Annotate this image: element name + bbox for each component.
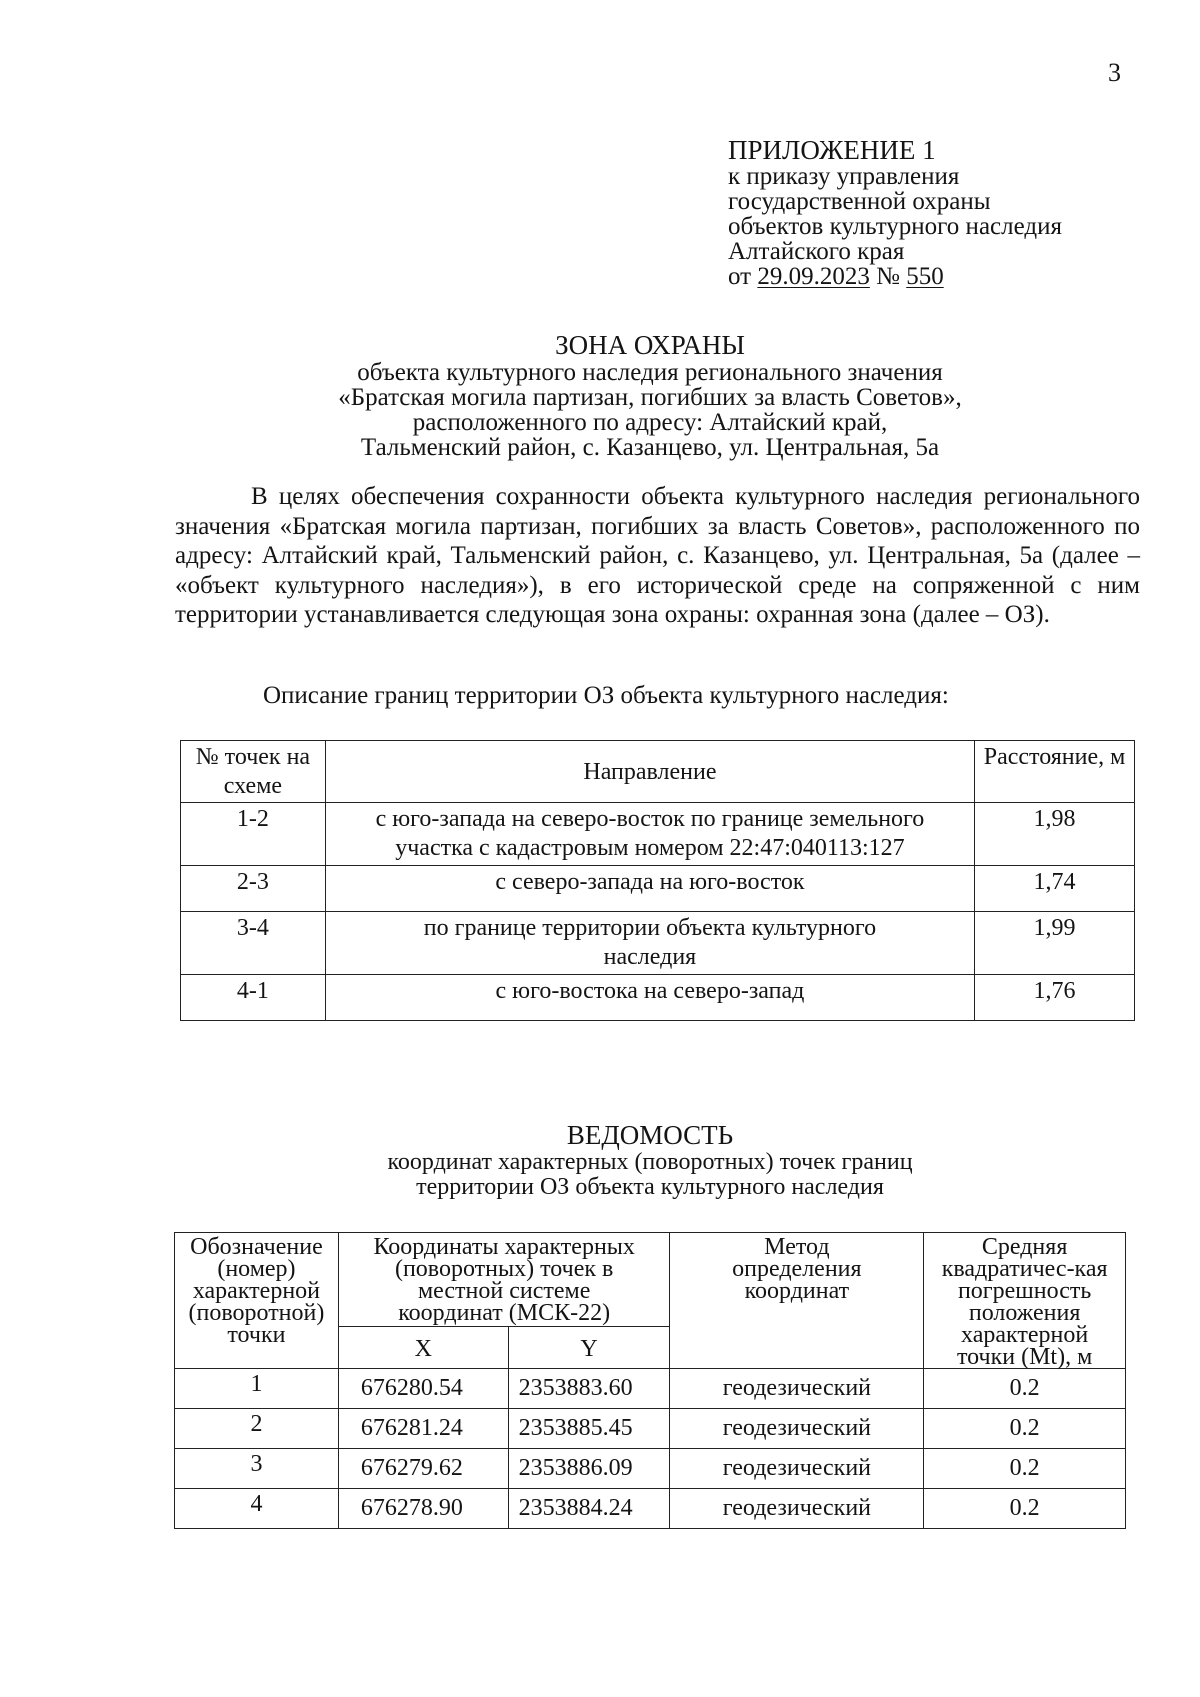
table-header-row <box>175 1233 1126 1327</box>
header-direction: Направление <box>325 741 974 803</box>
body-paragraph: В целях обеспечения сохранности объекта культурного наследия регионального значения «Братская могила партизан, погибших за власть Советов», расположенного по адресу: Алтайский край, Тальменский район, с. Казанцево, ул. Центральная, 5а (далее – «объект культурного наследия»), в его исторической среде на сопряженной с ним территории устанавливается следующая зона охраны: охранная зона (далее – ОЗ). <box>175 483 1140 628</box>
cell-distance: 1,98 <box>975 803 1135 866</box>
statement-title-line: координат характерных (поворотных) точек границ <box>387 1149 913 1175</box>
cell-points: 1-2 <box>181 803 326 866</box>
header-y: Y <box>508 1327 670 1369</box>
cell-method: геодезический <box>670 1369 924 1409</box>
cell-point: 3 <box>175 1449 339 1489</box>
cell-x: 676279.62 <box>338 1449 508 1489</box>
order-number: 550 <box>906 263 944 290</box>
cell-points: 2-3 <box>181 866 326 912</box>
table-row <box>175 1489 1126 1529</box>
cell-y: 2353884.24 <box>508 1489 670 1529</box>
zone-title-line: «Братская могила партизан, погибших за власть Советов», <box>338 384 962 411</box>
statement-title-line: территории ОЗ объекта культурного наследия <box>416 1174 884 1200</box>
cell-error: 0.2 <box>924 1489 1126 1529</box>
cell-points: 4-1 <box>181 975 326 1021</box>
zone-title-line: объекта культурного наследия регионального значения <box>357 359 943 386</box>
cell-direction: с юго-востока на северо-запад <box>325 975 974 1021</box>
cell-direction: с северо-запада на юго-восток <box>325 866 974 912</box>
cell-method: геодезический <box>670 1449 924 1489</box>
cell-error: 0.2 <box>924 1449 1126 1489</box>
header-x: X <box>338 1327 508 1369</box>
statement-heading: ВЕДОМОСТЬ <box>566 1120 734 1150</box>
header-points: № точек на схеме <box>181 741 326 803</box>
date-prefix: от <box>728 263 758 290</box>
cell-distance: 1,99 <box>975 912 1135 975</box>
cell-distance: 1,74 <box>975 866 1135 912</box>
table-row <box>175 1369 1126 1409</box>
cell-y: 2353885.45 <box>508 1409 670 1449</box>
cell-direction: с юго-запада на северо-восток по границе земельного участка с кадастровым номером 22:47:040113:127 <box>325 803 974 866</box>
order-date: 29.09.2023 <box>757 263 870 290</box>
cell-method: геодезический <box>670 1409 924 1449</box>
zone-title-line: Тальменский район, с. Казанцево, ул. Центральная, 5а <box>360 434 940 461</box>
appendix-line: к приказу управления <box>728 163 960 190</box>
cell-direction: по границе территории объекта культурного наследия <box>325 912 974 975</box>
description-line: Описание границ территории ОЗ объекта культурного наследия: <box>263 682 949 709</box>
zone-title <box>150 330 1150 460</box>
cell-point: 2 <box>175 1409 339 1449</box>
appendix-line: государственной охраны <box>728 188 991 215</box>
table-row <box>181 975 1135 1021</box>
cell-point: 4 <box>175 1489 339 1529</box>
table-row <box>181 912 1135 975</box>
table-header-row <box>181 741 1135 803</box>
header-designation: Обозначение (номер) характерной (поворотной) точки <box>175 1233 339 1369</box>
header-distance: Расстояние, м <box>975 741 1135 803</box>
header-coordinates: Координаты характерных (поворотных) точек в местной системе координат (МСК-22) <box>338 1233 670 1327</box>
appendix-date-line <box>728 264 1062 289</box>
cell-error: 0.2 <box>924 1409 1126 1449</box>
table-row <box>175 1449 1126 1489</box>
cell-point: 1 <box>175 1369 339 1409</box>
boundary-table <box>180 740 1135 1021</box>
appendix-line: Алтайского края <box>728 238 905 265</box>
cell-distance: 1,76 <box>975 975 1135 1021</box>
appendix-line: объектов культурного наследия <box>728 213 1062 240</box>
cell-x: 676278.90 <box>338 1489 508 1529</box>
cell-x: 676281.24 <box>338 1409 508 1449</box>
appendix-block <box>728 136 1062 289</box>
header-method: Метод определения координат <box>670 1233 924 1369</box>
header-error: Средняя квадратичес-кая погрешность положения характерной точки (Mt), м <box>924 1233 1126 1369</box>
cell-y: 2353886.09 <box>508 1449 670 1489</box>
zone-heading: ЗОНА ОХРАНЫ <box>555 330 745 360</box>
cell-x: 676280.54 <box>338 1369 508 1409</box>
cell-method: геодезический <box>670 1489 924 1529</box>
appendix-title: ПРИЛОЖЕНИЕ 1 <box>728 135 936 165</box>
cell-error: 0.2 <box>924 1369 1126 1409</box>
table-row <box>175 1409 1126 1449</box>
cell-points: 3-4 <box>181 912 326 975</box>
cell-y: 2353883.60 <box>508 1369 670 1409</box>
coordinates-table <box>174 1232 1126 1529</box>
zone-title-line: расположенного по адресу: Алтайский край, <box>412 409 888 436</box>
table-row <box>181 866 1135 912</box>
statement-title <box>150 1120 1150 1200</box>
table-row <box>181 803 1135 866</box>
page-number: 3 <box>1108 58 1121 87</box>
number-prefix: № <box>869 263 907 290</box>
